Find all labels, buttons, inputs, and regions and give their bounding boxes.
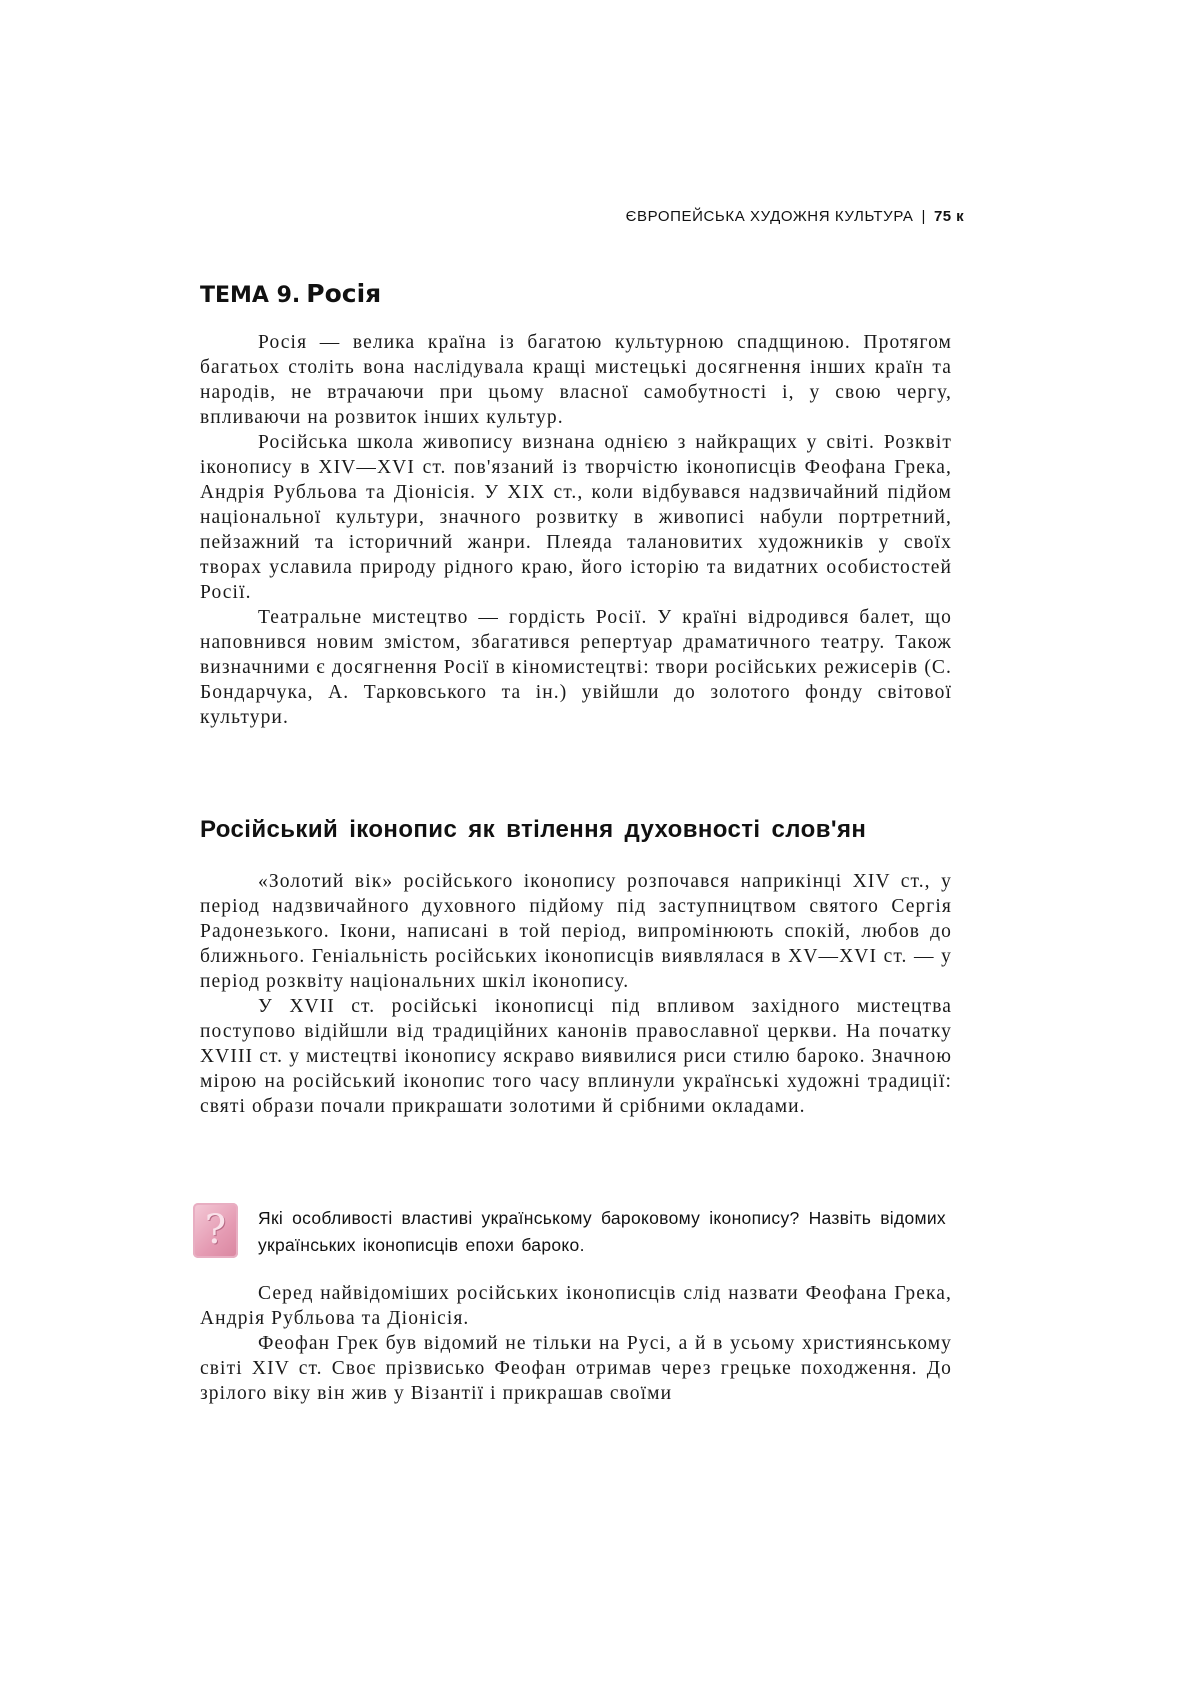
header-separator: | — [921, 208, 927, 225]
paragraph: Серед найвідоміших російських іконописців слід назвати Феофана Грека, Андрія Рубльова та Діонісія. — [200, 1283, 952, 1329]
theme-label: ТЕМА 9. — [200, 283, 301, 308]
section-text-continued — [200, 1281, 952, 1406]
section-title: Російський іконопис як втілення духовності слов'ян — [200, 816, 867, 843]
paragraph: У XVII ст. російські іконописці під впливом західного мистецтва поступово відійшли від традиційних канонів православної церкви. На початку XVIII ст. у мистецтві іконопису яскраво виявилися риси стилю бароко. Значною мірою на російський іконопис того часу вплинули українські художні традиції: святі образи почали прикрашати золотими й срібними окладами. — [200, 996, 952, 1117]
running-header — [200, 207, 964, 227]
paragraph: «Золотий вік» російського іконопису розпочався наприкінці XIV ст., у період надзвичайного духовного підйому під заступництвом святого Сергія Радонезького. Ікони, написані в той період, випромінюють спокій, любов до ближнього. Геніальність російських іконописців виявлялася в XV—XVI ст. — у період розквіту національних шкіл іконопису. — [200, 871, 952, 992]
page-number: 75 к — [934, 208, 964, 225]
running-title: ЄВРОПЕЙСЬКА ХУДОЖНЯ КУЛЬТУРА — [625, 208, 914, 225]
theme-title — [200, 279, 381, 311]
paragraph: Театральне мистецтво — гордість Росії. У країні відродився балет, що наповнився новим змістом, збагатився репертуар драматичного театру. Також визначними є досягнення Росії в кіномистецтві: твори російських режисерів (С. Бондарчука, А. Тарковського та ін.) увійшли до золотого фонду світової культури. — [200, 607, 952, 728]
paragraph: Російська школа живопису визнана однією з найкращих у світі. Розквіт іконопису в XIV—XVI ст. пов'язаний із творчістю іконописців Феофана Грека, Андрія Рубльова та Діонісія. У XIX ст., коли відбувався надзвичайний підйом національної культури, значного розвитку в живописі набули портретний, пейзажний та історичний жанри. Плеяда талановитих художників у своїх творах уславила природу рідного краю, його історію та видатних особистостей Росії. — [200, 432, 952, 603]
question-text: Які особливості властиві українському бароковому іконопису? Назвіть відомих українських іконописців епохи бароко. — [258, 1208, 946, 1255]
paragraph: Росія — велика країна із багатою культурною спадщиною. Протягом багатьох століть вона наслідувала кращі мистецькі досягнення інших країн та народів, не втрачаючи при цьому власної самобутності і, у свою чергу, впливаючи на розвиток інших культур. — [200, 332, 952, 428]
paragraph: Феофан Грек був відомий не тільки на Русі, а й в усьому християнському світі XIV ст. Своє прізвисько Феофан отримав через грецьке походження. До зрілого віку він жив у Візантії і прикрашав своїми — [200, 1333, 952, 1404]
section-text — [200, 869, 952, 1119]
question-callout — [193, 1203, 963, 1263]
intro-text — [200, 330, 952, 730]
question-icon: ? — [193, 1203, 238, 1258]
theme-name: Росія — [306, 279, 382, 308]
